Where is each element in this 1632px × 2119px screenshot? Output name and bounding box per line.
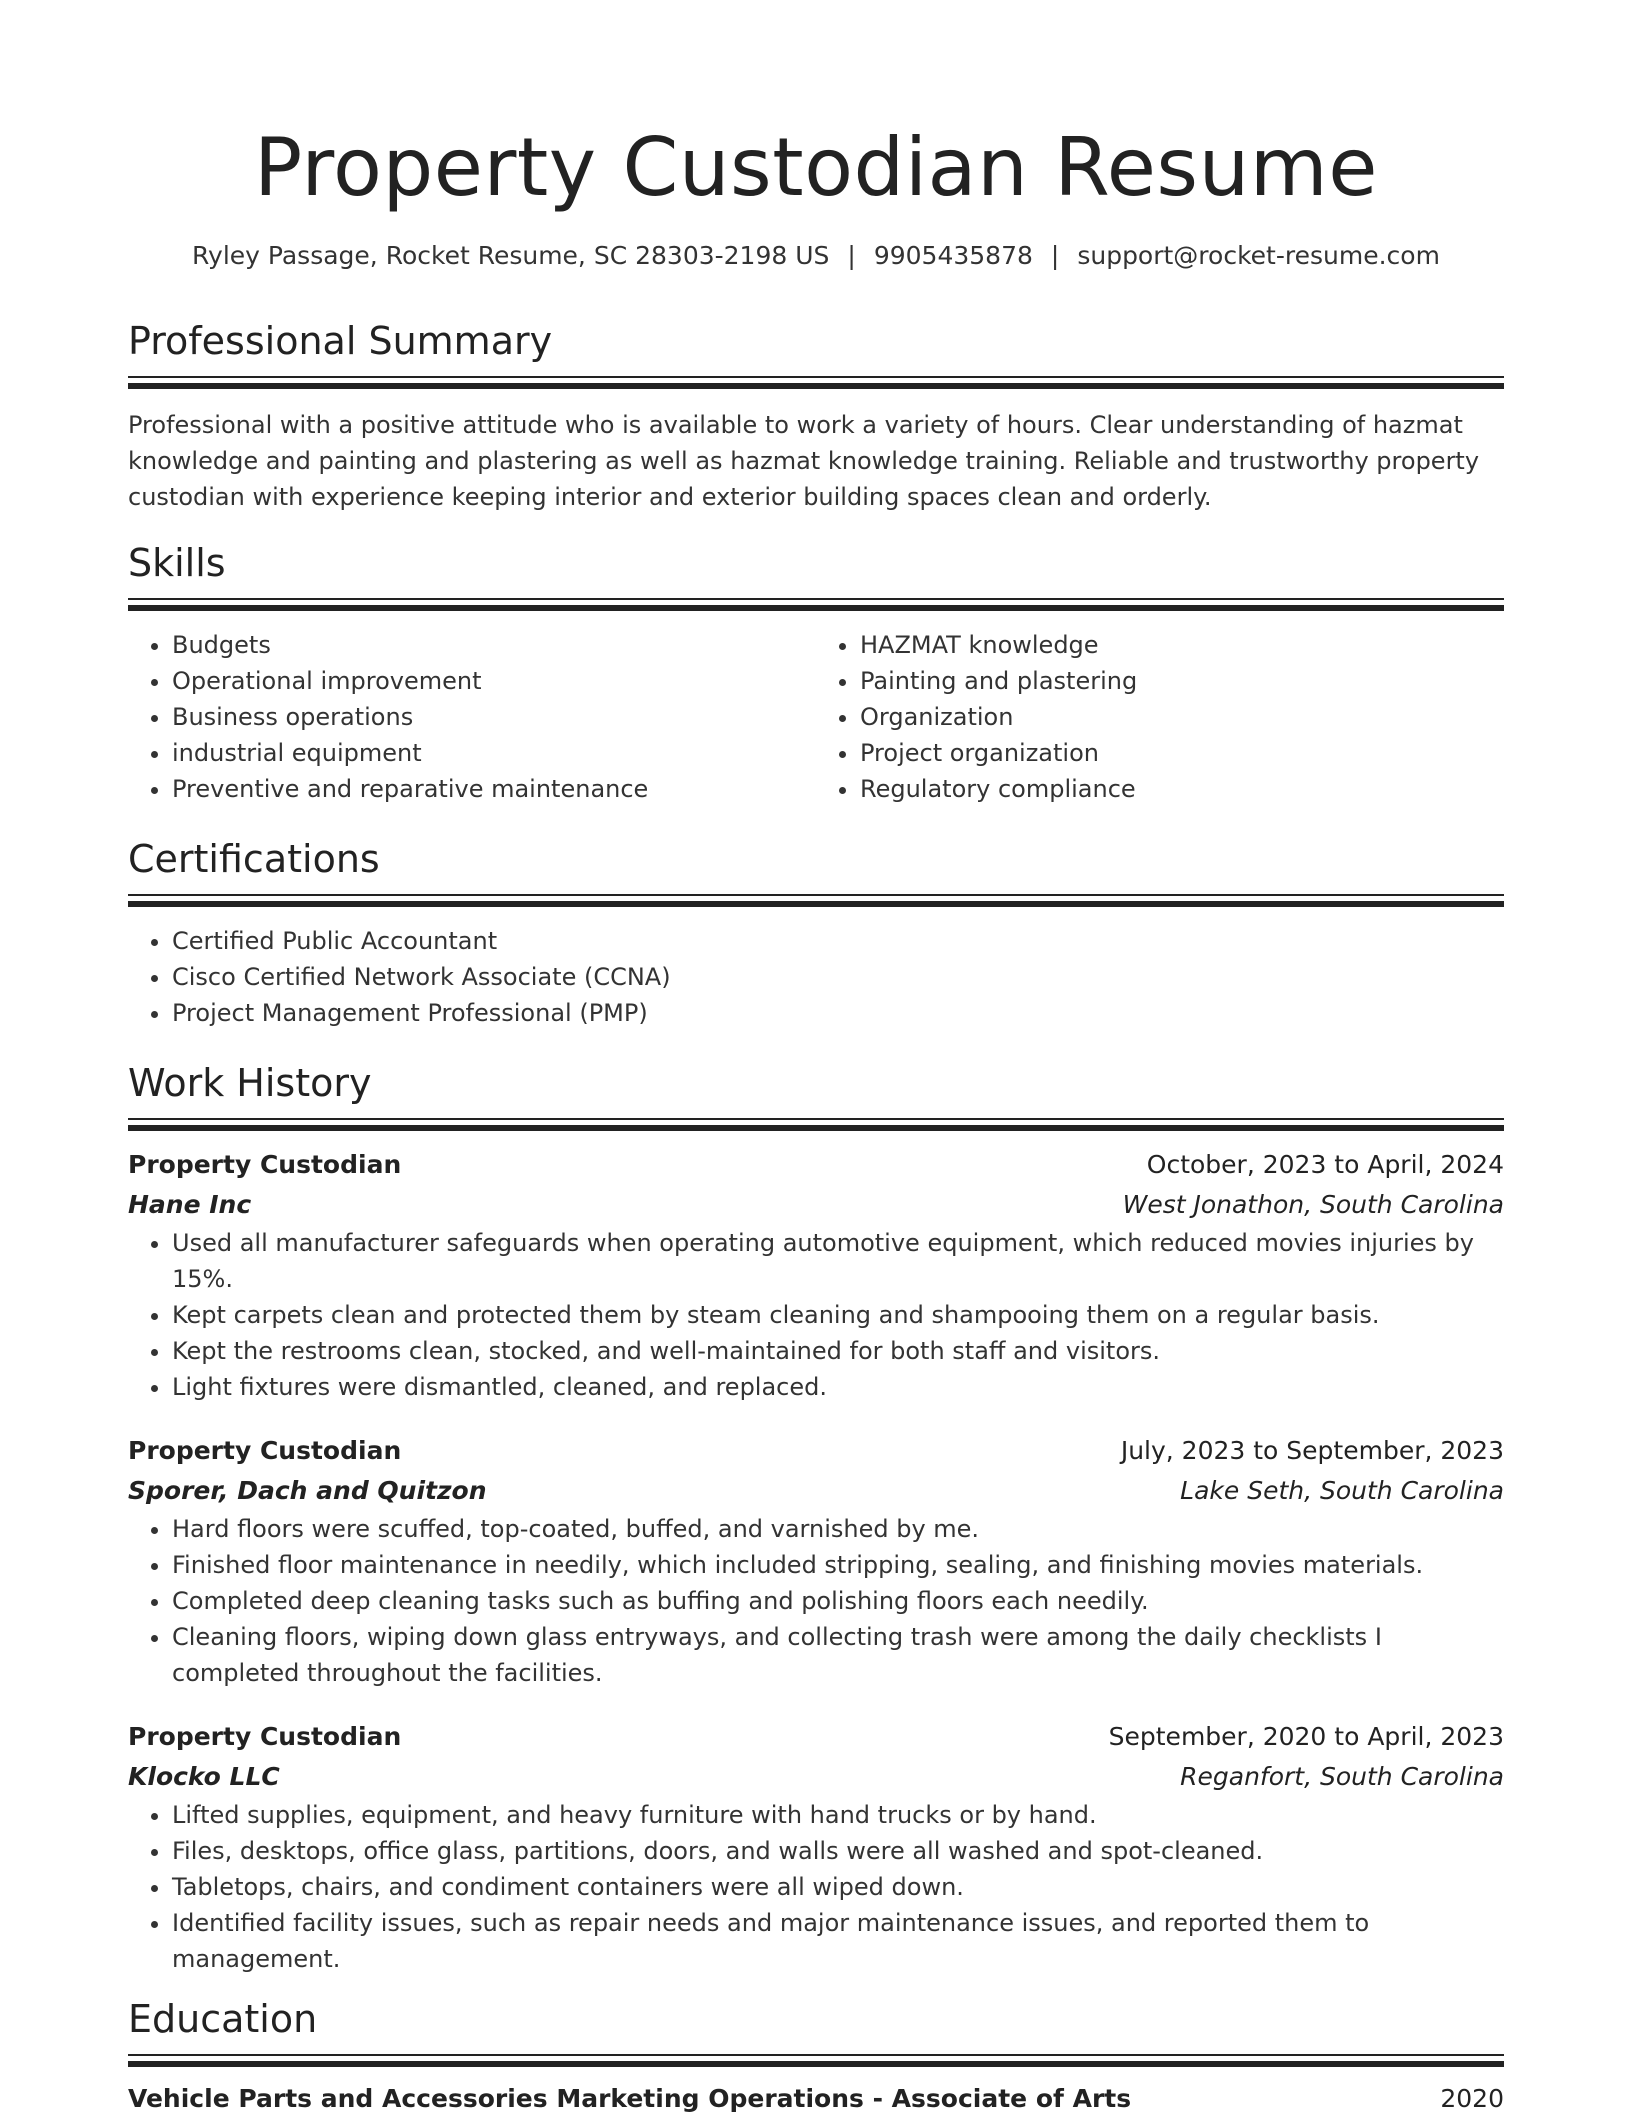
skill-item: • Preventive and reparative maintenance bbox=[172, 771, 816, 807]
section-divider bbox=[128, 1118, 1504, 1131]
job-header bbox=[128, 1431, 1504, 1471]
certifications-list bbox=[128, 923, 1504, 1031]
job-company: Hane Inc bbox=[128, 1190, 252, 1219]
job-dates: October, 2023 to April, 2024 bbox=[1146, 1150, 1504, 1179]
job-dates: July, 2023 to September, 2023 bbox=[1120, 1436, 1504, 1465]
skill-item: • industrial equipment bbox=[172, 735, 816, 771]
job-entry bbox=[128, 1145, 1504, 1405]
skill-item: • Operational improvement bbox=[172, 663, 816, 699]
duty-item: • Completed deep cleaning tasks such as buffing and polishing floors each needily. bbox=[172, 1583, 1504, 1619]
contact-separator: | bbox=[1050, 241, 1060, 270]
job-location: West Jonathon, South Carolina bbox=[1122, 1190, 1504, 1219]
skill-item: • Project organization bbox=[860, 735, 1504, 771]
contact-line bbox=[128, 238, 1504, 274]
resume-title: Property Custodian Resume bbox=[254, 121, 1378, 214]
job-entry bbox=[128, 1431, 1504, 1691]
duty-item: • Kept carpets clean and protected them by steam cleaning and shampooing them on a regular basis. bbox=[172, 1297, 1504, 1333]
skills-right-list bbox=[816, 627, 1504, 807]
duty-item: • Files, desktops, office glass, partitions, doors, and walls were all washed and spot-cleaned. bbox=[172, 1833, 1504, 1869]
duty-item: • Hard floors were scuffed, top-coated, buffed, and varnished by me. bbox=[172, 1511, 1504, 1547]
education-degree: Vehicle Parts and Accessories Marketing Operations - Associate of Arts bbox=[128, 2084, 1132, 2113]
summary-heading: Professional Summary bbox=[128, 319, 553, 363]
certifications-heading: Certifications bbox=[128, 837, 380, 881]
contact-email[interactable]: support@rocket-resume.com bbox=[1077, 241, 1440, 270]
duty-item: • Used all manufacturer safeguards when operating automotive equipment, which reduced movies injuries by 15%. bbox=[172, 1225, 1504, 1297]
duty-item: • Tabletops, chairs, and condiment containers were all wiped down. bbox=[172, 1869, 1504, 1905]
job-dates: September, 2020 to April, 2023 bbox=[1108, 1722, 1504, 1751]
certification-item: • Project Management Professional (PMP) bbox=[172, 995, 1504, 1031]
education-year: 2020 bbox=[1440, 2084, 1504, 2113]
job-title: Property Custodian bbox=[128, 1722, 402, 1751]
section-divider bbox=[128, 894, 1504, 907]
certifications-section bbox=[128, 834, 1504, 1031]
job-subheader bbox=[128, 1185, 1504, 1225]
job-location: Reganfort, South Carolina bbox=[1180, 1762, 1504, 1791]
skills-left-list bbox=[128, 627, 816, 807]
skill-item: • Budgets bbox=[172, 627, 816, 663]
duty-item: • Lifted supplies, equipment, and heavy furniture with hand trucks or by hand. bbox=[172, 1797, 1504, 1833]
section-divider bbox=[128, 376, 1504, 389]
job-title: Property Custodian bbox=[128, 1436, 402, 1465]
job-company: Klocko LLC bbox=[128, 1762, 280, 1791]
skills-heading: Skills bbox=[128, 541, 226, 585]
skill-item: • Painting and plastering bbox=[860, 663, 1504, 699]
job-header bbox=[128, 1145, 1504, 1185]
summary-section bbox=[128, 316, 1504, 515]
job-company: Sporer, Dach and Quitzon bbox=[128, 1476, 487, 1505]
work-history-section bbox=[128, 1058, 1504, 1977]
duty-item: • Cleaning floors, wiping down glass entryways, and collecting trash were among the daily checklists I completed throughout the facilities. bbox=[172, 1619, 1504, 1691]
section-divider bbox=[128, 598, 1504, 611]
skill-item: • HAZMAT knowledge bbox=[860, 627, 1504, 663]
job-header bbox=[128, 1717, 1504, 1757]
summary-text: Professional with a positive attitude who is available to work a variety of hours. Clear understanding of hazmat knowledge and painting and plastering as well as hazmat knowledge training. Reliable and trustworthy property custodian with experience keeping interior and exterior building spaces clean and orderly. bbox=[128, 411, 1480, 511]
education-heading: Education bbox=[128, 1997, 318, 2041]
contact-separator: | bbox=[847, 241, 856, 270]
education-section bbox=[128, 1994, 1504, 2119]
education-entry bbox=[128, 2079, 1504, 2119]
duty-item: • Kept the restrooms clean, stocked, and well-maintained for both staff and visitors. bbox=[172, 1333, 1504, 1369]
skills-columns bbox=[128, 627, 1504, 807]
contact-address: Ryley Passage, Rocket Resume, SC 28303-2198 US bbox=[192, 241, 830, 270]
job-subheader bbox=[128, 1757, 1504, 1797]
duty-item: • Finished floor maintenance in needily, which included stripping, sealing, and finishing movies materials. bbox=[172, 1547, 1504, 1583]
job-duties bbox=[128, 1511, 1504, 1691]
skill-item: • Business operations bbox=[172, 699, 816, 735]
job-duties bbox=[128, 1797, 1504, 1977]
job-location: Lake Seth, South Carolina bbox=[1180, 1476, 1504, 1505]
job-title: Property Custodian bbox=[128, 1150, 402, 1179]
job-entry bbox=[128, 1717, 1504, 1977]
skills-section bbox=[128, 538, 1504, 807]
contact-phone: 9905435878 bbox=[873, 241, 1033, 270]
job-duties bbox=[128, 1225, 1504, 1405]
section-divider bbox=[128, 2054, 1504, 2067]
certification-item: • Certified Public Accountant bbox=[172, 923, 1504, 959]
job-subheader bbox=[128, 1471, 1504, 1511]
skill-item: • Organization bbox=[860, 699, 1504, 735]
certification-item: • Cisco Certified Network Associate (CCNA) bbox=[172, 959, 1504, 995]
duty-item: • Light fixtures were dismantled, cleaned, and replaced. bbox=[172, 1369, 1504, 1405]
skill-item: • Regulatory compliance bbox=[860, 771, 1504, 807]
duty-item: • Identified facility issues, such as repair needs and major maintenance issues, and reported them to management. bbox=[172, 1905, 1504, 1977]
work-history-heading: Work History bbox=[128, 1061, 372, 1105]
